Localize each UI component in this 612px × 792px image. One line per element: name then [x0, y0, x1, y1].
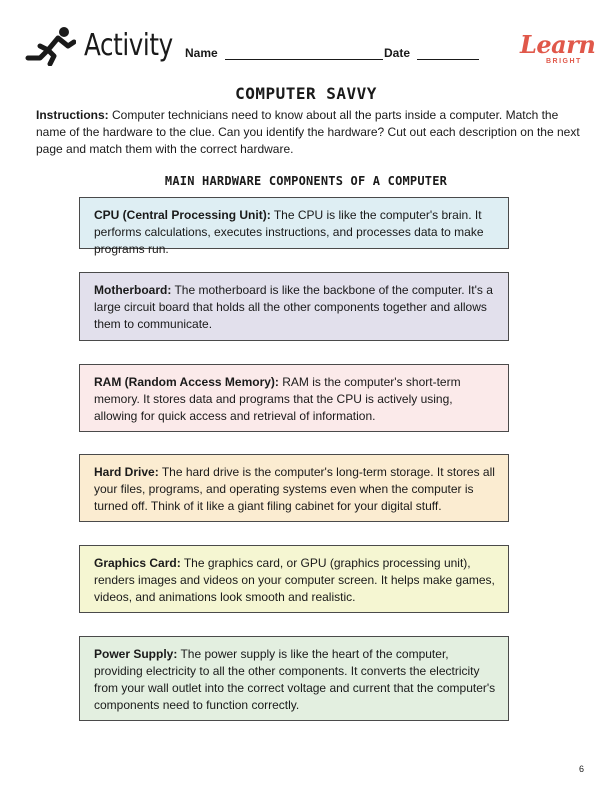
running-figure-icon: [24, 26, 76, 66]
component-card-graphics-card: [79, 545, 509, 613]
logo-subtext: BRIGHT: [546, 58, 582, 65]
component-card-ram: [79, 364, 509, 432]
instructions-label: Instructions:: [36, 108, 109, 122]
component-desc: The graphics card, or GPU (graphics processing unit), renders images and videos on your computer screen. It helps make games, videos, and animations look smooth and realistic.: [94, 556, 495, 604]
activity-label: Activity: [84, 28, 173, 63]
date-line[interactable]: [417, 47, 479, 60]
learn-bright-logo: [514, 24, 594, 68]
component-term: Graphics Card:: [94, 556, 181, 570]
name-field: [185, 46, 383, 60]
component-card-motherboard: [79, 272, 509, 341]
component-term: CPU (Central Processing Unit):: [94, 208, 271, 222]
component-desc: The hard drive is the computer's long-term storage. It stores all your files, programs, and operating systems even when the computer is turned off. Think of it like a giant filing cabinet for your digital stuff.: [94, 465, 495, 513]
date-label: Date: [384, 46, 411, 60]
page-number: 6: [578, 764, 584, 774]
component-term: RAM (Random Access Memory):: [94, 375, 279, 389]
component-term: Hard Drive:: [94, 465, 159, 479]
component-desc: The CPU is like the computer's brain. It performs calculations, executes instructions, and processes data to make programs run.: [94, 208, 484, 256]
component-desc: RAM is the computer's short-term memory. It stores data and programs that the CPU is actively using, allowing for quick access and retrieval of information.: [94, 375, 461, 423]
instructions-text: Computer technicians need to know about all the parts inside a computer. Match the name of the hardware to the clue. Can you identify the hardware? Cut out each description on the next page and match them with the correct hardware.: [36, 108, 580, 156]
component-card-cpu: [79, 197, 509, 256]
component-card-power-supply: [79, 636, 509, 721]
date-field: [384, 46, 479, 60]
page-title: COMPUTER SAVVY: [235, 84, 377, 103]
component-desc: The power supply is like the heart of the computer, providing electricity to all the other components. It converts the electricity from your wall outlet into the correct voltage and current that the computer's components need to function correctly.: [94, 647, 496, 712]
section-subtitle: MAIN HARDWARE COMPONENTS OF A COMPUTER: [164, 174, 448, 188]
component-desc: The motherboard is like the backbone of the computer. It's a large circuit board that holds all the other components together and allows them to communicate.: [94, 283, 493, 331]
name-label: Name: [185, 46, 218, 60]
component-card-hard-drive: [79, 454, 509, 522]
component-term: Motherboard:: [94, 283, 172, 297]
name-line[interactable]: [225, 47, 383, 60]
instructions: [36, 107, 581, 158]
page-header: [24, 24, 594, 72]
logo-text: Learn: [520, 30, 596, 59]
component-term: Power Supply:: [94, 647, 178, 661]
